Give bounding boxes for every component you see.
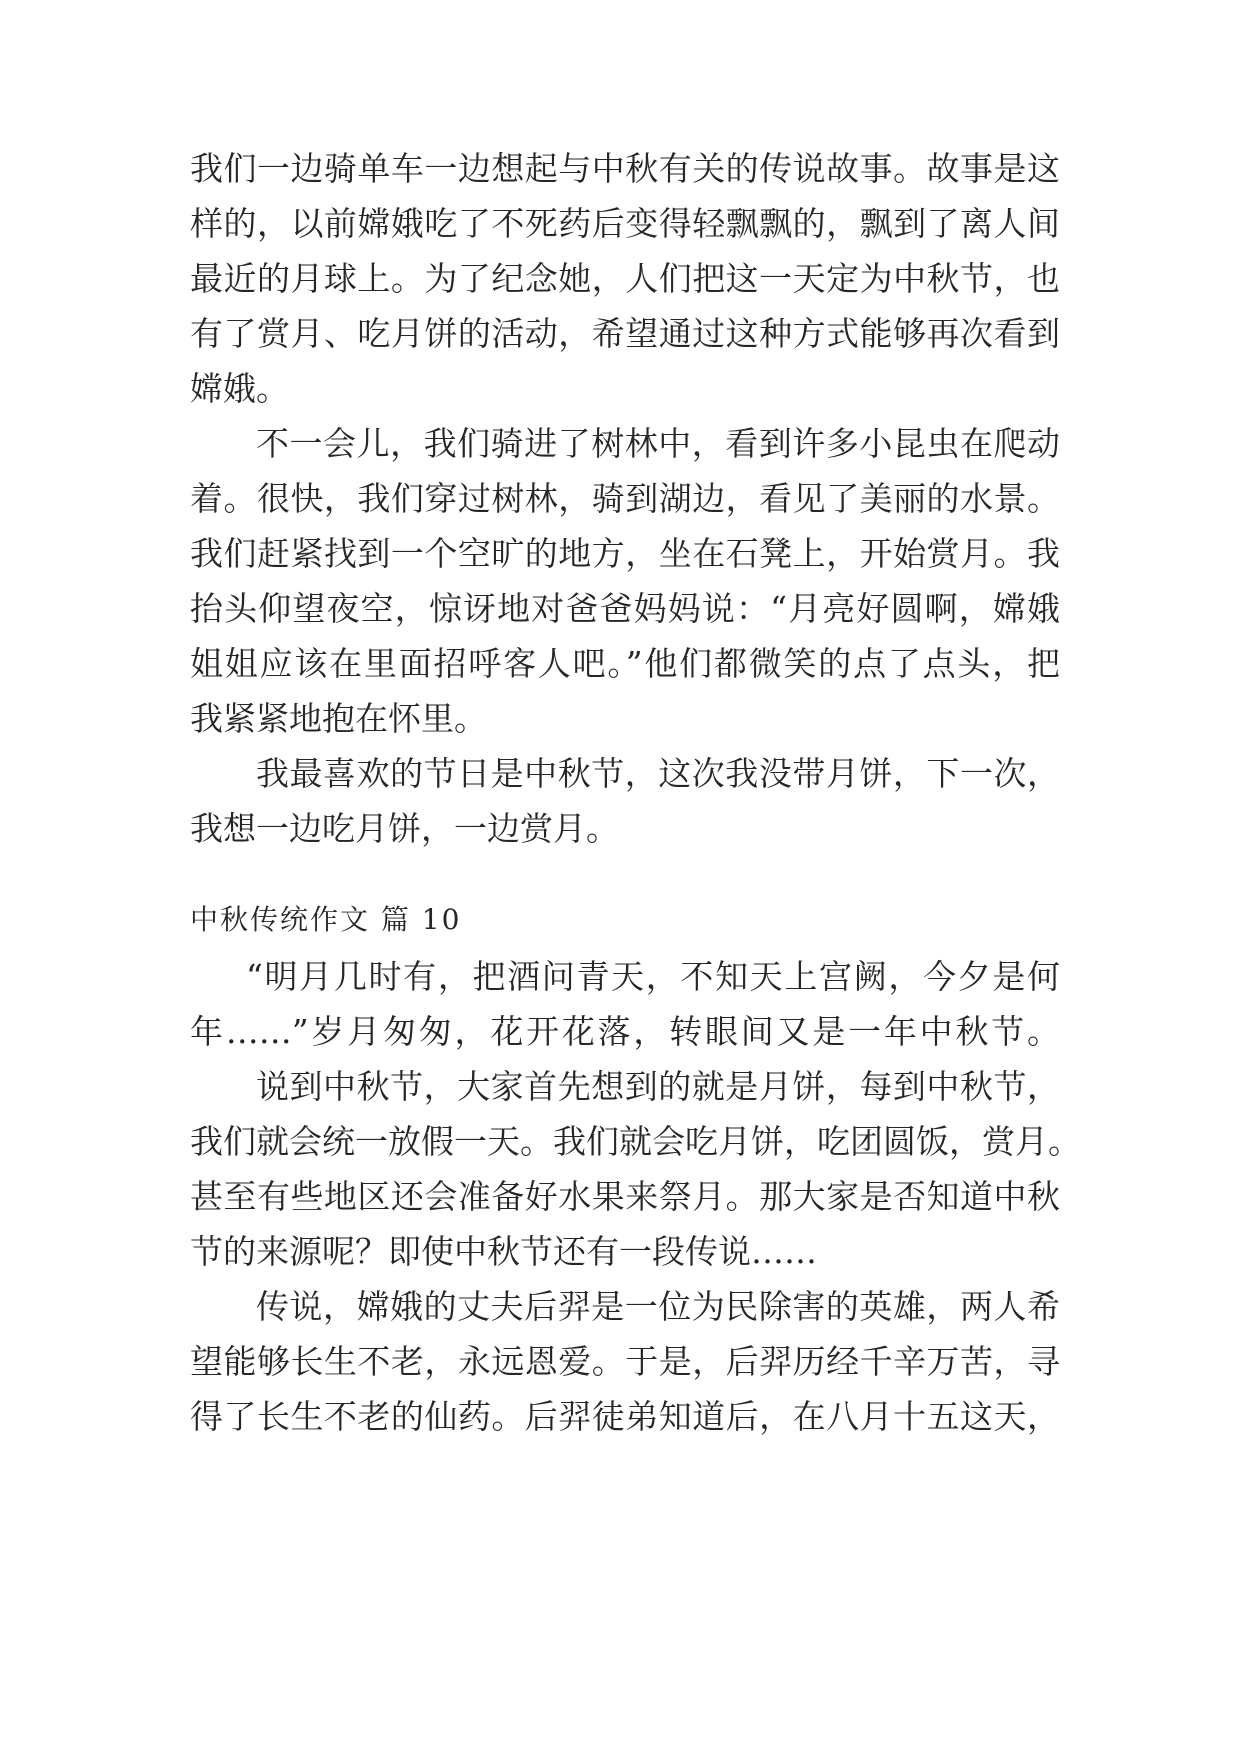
- text-line: 我们一边骑单车一边想起与中秋有关的传说故事。故事是这: [190, 149, 1060, 188]
- text-line: 我紧紧地抱在怀里。: [190, 699, 487, 738]
- text-line: 我们赶紧找到一个空旷的地方，坐在石凳上，开始赏月。我: [190, 534, 1060, 573]
- section-title: 中秋传统作文 篇 10: [190, 903, 462, 936]
- text-line: 年……”岁月匆匆，花开花落，转眼间又是一年中秋节。: [190, 1012, 1060, 1051]
- text-line: 说到中秋节，大家首先想到的就是月饼，每到中秋节，: [256, 1067, 1060, 1106]
- text-line: 着。很快，我们穿过树林，骑到湖边，看见了美丽的水景。: [190, 479, 1060, 518]
- text-line: 望能够长生不老，永远恩爱。于是，后羿历经千辛万苦，寻: [190, 1342, 1060, 1381]
- text-line: 嫦娥。: [190, 369, 289, 408]
- text-line: 节的来源呢？即使中秋节还有一段传说……: [190, 1232, 817, 1271]
- text-line: 传说，嫦娥的丈夫后羿是一位为民除害的英雄，两人希: [256, 1287, 1060, 1326]
- text-line: 我们就会统一放假一天。我们就会吃月饼，吃团圆饭，赏月。: [190, 1122, 1081, 1161]
- text-line: 有了赏月、吃月饼的活动，希望通过这种方式能够再次看到: [190, 314, 1060, 353]
- text-line: 甚至有些地区还会准备好水果来祭月。那大家是否知道中秋: [190, 1177, 1060, 1216]
- text-line: 我最喜欢的节日是中秋节，这次我没带月饼，下一次，: [256, 754, 1060, 793]
- text-line: 不一会儿，我们骑进了树林中，看到许多小昆虫在爬动: [256, 424, 1060, 463]
- text-line: 我想一边吃月饼，一边赏月。: [190, 809, 619, 848]
- text-line: 最近的月球上。为了纪念她，人们把这一天定为中秋节，也: [190, 259, 1060, 298]
- text-line: 抬头仰望夜空，惊讶地对爸爸妈妈说：“月亮好圆啊，嫦娥: [190, 589, 1060, 628]
- text-line: 姐姐应该在里面招呼客人吧。”他们都微笑的点了点头，把: [190, 644, 1060, 683]
- text-line: “明月几时有，把酒问青天，不知天上宫阙，今夕是何: [246, 957, 1060, 996]
- text-line: 样的，以前嫦娥吃了不死药后变得轻飘飘的，飘到了离人间: [190, 204, 1060, 243]
- text-line: 得了长生不老的仙药。后羿徒弟知道后，在八月十五这天，: [190, 1397, 1060, 1436]
